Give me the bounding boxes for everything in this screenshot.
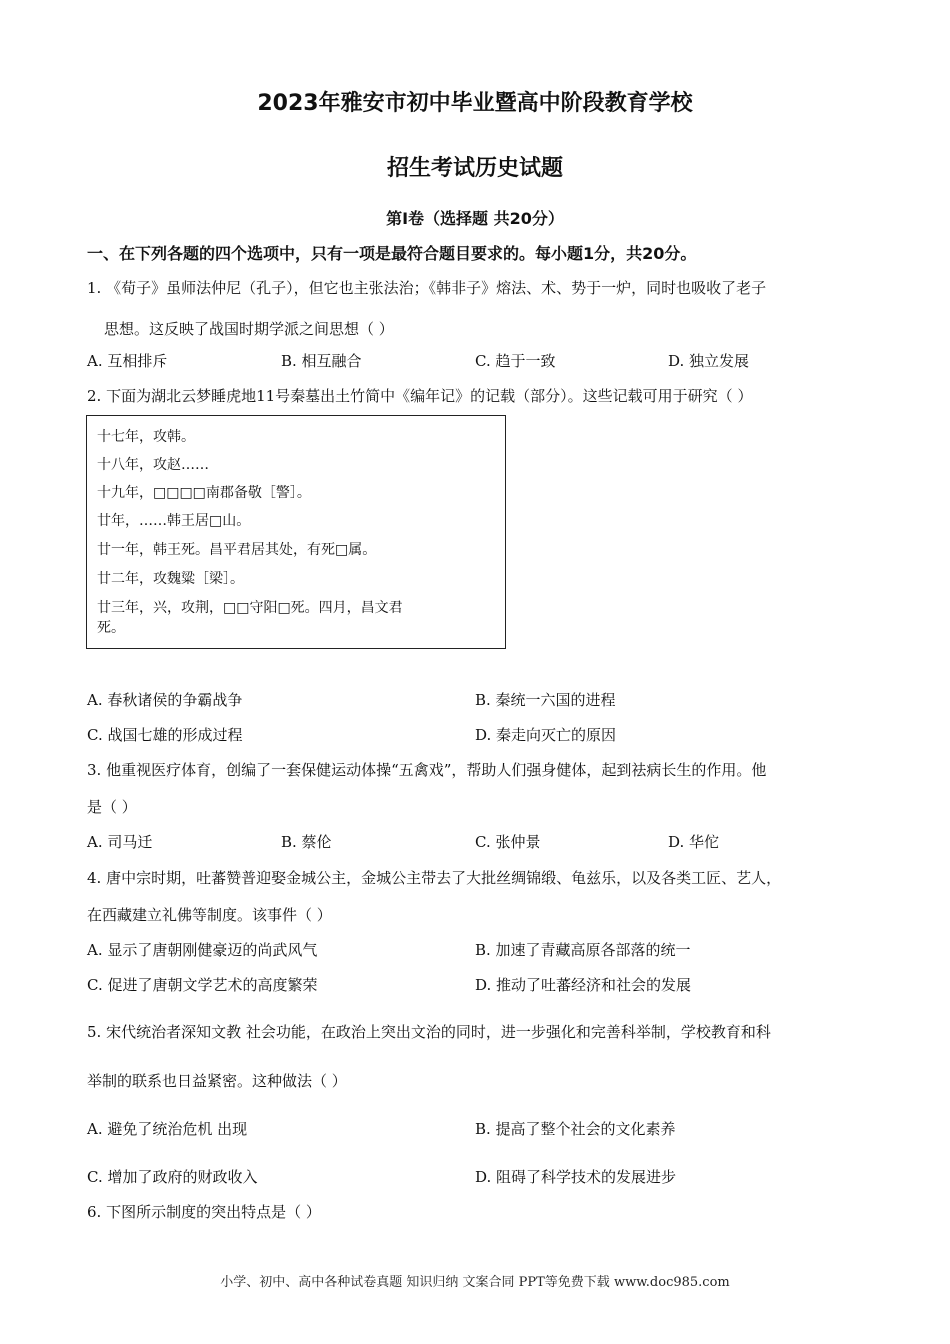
q5-stem-line2: 举制的联系也日益紧密。这种做法（ ） — [87, 1072, 347, 1090]
q3-stem-line2: 是（ ） — [87, 798, 137, 816]
q4-option-b: B. 加速了青藏高原各部落的统一 — [475, 941, 691, 959]
q5-option-c: C. 增加了政府的财政收入 — [87, 1168, 258, 1186]
q1-option-d: D. 独立发展 — [668, 352, 750, 370]
q4-option-a: A. 显示了唐朝刚健豪迈的尚武风气 — [87, 941, 318, 959]
q5-option-d: D. 阻碍了科学技术的发展进步 — [475, 1168, 677, 1186]
q2-stem: 2. 下面为湖北云梦睡虎地11号秦墓出土竹简中《编年记》的记载（部分）。这些记载可用于研究（ ） — [87, 387, 753, 405]
excerpt-line: 廿年，……韩王居□山。 — [97, 513, 251, 529]
q2-option-c: C. 战国七雄的形成过程 — [87, 726, 243, 744]
q1-stem-line1: 1. 《荀子》虽师法仲尼（孔子），但它也主张法治；《韩非子》熔法、术、势于一炉，同时也吸收了老子 — [87, 279, 767, 297]
section-instruction: 一、在下列各题的四个选项中，只有一项是最符合题目要求的。每小题1分，共20分。 — [87, 244, 697, 263]
q4-stem-line1: 4. 唐中宗时期，吐蕃赞普迎娶金城公主，金城公主带去了大批丝绸锦缎、龟兹乐，以及各类工匠、艺人， — [87, 869, 782, 887]
excerpt-line: 十八年，攻赵…… — [97, 457, 209, 473]
excerpt-line: 死。 — [97, 620, 125, 636]
q4-option-c: C. 促进了唐朝文学艺术的高度繁荣 — [87, 976, 318, 994]
q3-option-d: D. 华佗 — [668, 833, 720, 851]
q5-option-a: A. 避免了统治危机 出现 — [87, 1120, 248, 1138]
q3-stem-line1: 3. 他重视医疗体育，创编了一套保健运动体操“五禽戏”，帮助人们强身健体，起到祛病长生的作用。他 — [87, 761, 767, 779]
q2-option-b: B. 秦统一六国的进程 — [475, 691, 616, 709]
q1-stem-line2: 思想。这反映了战国时期学派之间思想（ ） — [104, 320, 394, 338]
excerpt-line: 廿二年，攻魏粱［梁］。 — [97, 571, 244, 587]
part-heading: 第Ⅰ卷（选择题 共20分） — [386, 209, 564, 228]
page-footer: 小学、初中、高中各种试卷真题 知识归纳 文案合同 PPT等免费下载 www.doc985.com — [220, 1275, 730, 1290]
excerpt-line: 廿一年，韩王死。昌平君居其处，有死□属。 — [97, 542, 377, 558]
q2-bamboo-slip-excerpt — [86, 415, 506, 649]
q3-option-b: B. 蔡伦 — [281, 833, 332, 851]
exam-title-line2: 招生考试历史试题 — [386, 156, 563, 181]
q3-option-a: A. 司马迁 — [87, 833, 153, 851]
exam-title-line1: 2023年雅安市初中毕业暨高中阶段教育学校 — [257, 91, 693, 116]
q4-option-d: D. 推动了吐蕃经济和社会的发展 — [475, 976, 692, 994]
q1-option-a: A. 互相排斥 — [87, 352, 168, 370]
q3-option-c: C. 张仲景 — [475, 833, 541, 851]
q6-stem: 6. 下图所示制度的突出特点是（ ） — [87, 1203, 321, 1221]
excerpt-line: 十九年，□□□□南郡备敬［警］。 — [97, 485, 311, 501]
excerpt-line: 十七年，攻韩。 — [97, 429, 195, 445]
q2-option-a: A. 春秋诸侯的争霸战争 — [87, 691, 243, 709]
q2-option-d: D. 秦走向灭亡的原因 — [475, 726, 617, 744]
q4-stem-line2: 在西藏建立礼佛等制度。该事件（ ） — [87, 906, 332, 924]
q5-option-b: B. 提高了整个社会的文化素养 — [475, 1120, 676, 1138]
q1-option-c: C. 趋于一致 — [475, 352, 556, 370]
q1-option-b: B. 相互融合 — [281, 352, 362, 370]
excerpt-line: 廿三年，兴，攻荆，□□守阳□死。四月，昌文君 — [97, 600, 403, 616]
q5-stem-line1: 5. 宋代统治者深知文教 社会功能，在政治上突出文治的同时，进一步强化和完善科举制，学校教育和科 — [87, 1023, 771, 1041]
